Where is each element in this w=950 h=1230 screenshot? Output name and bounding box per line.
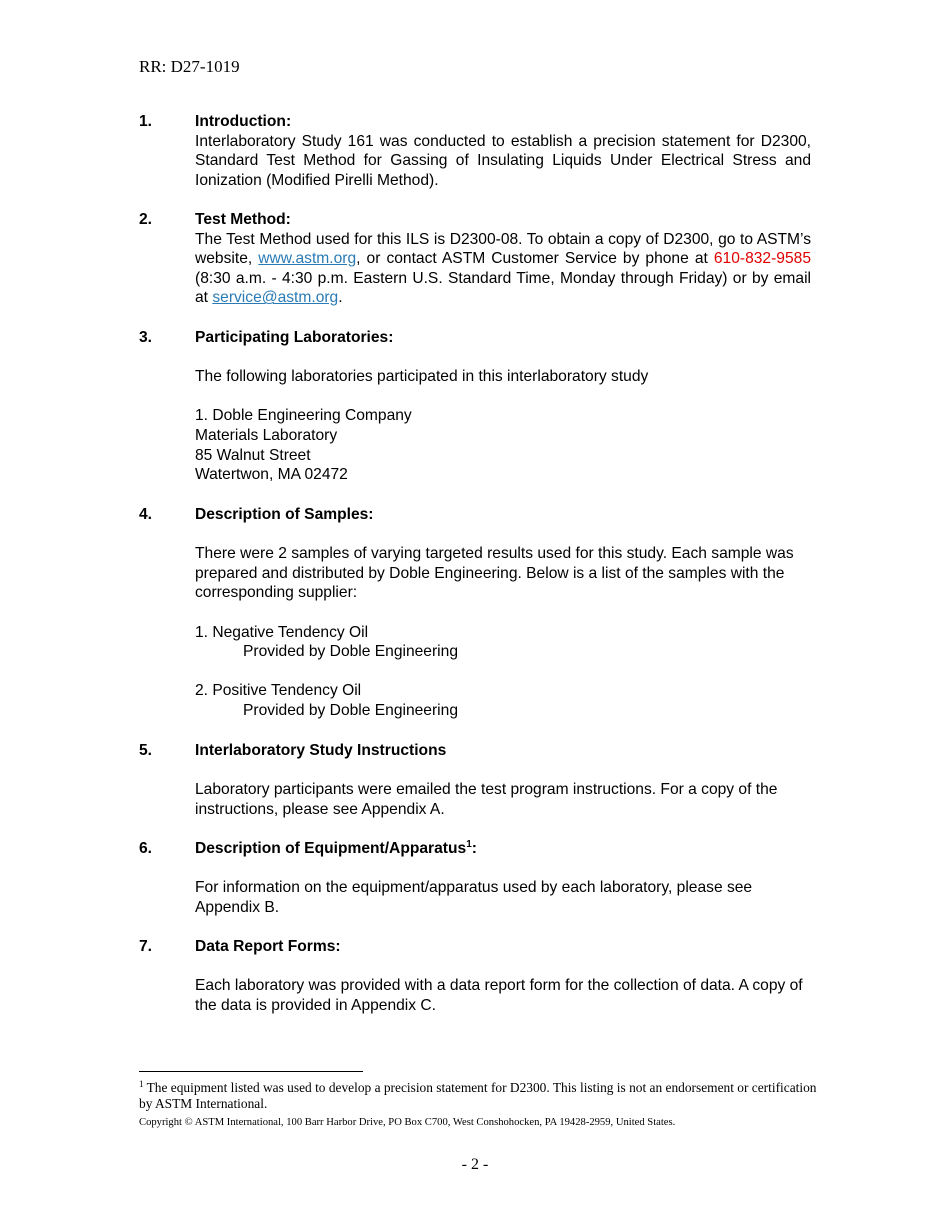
copyright-notice: Copyright © ASTM International, 100 Barr Harbor Drive, PO Box C700, West Conshohocken, PA 19428-2959, United States. (139, 1117, 676, 1128)
section-title: Test Method: (195, 211, 291, 228)
text-part: (8:30 a.m. - 4:30 p.m. Eastern U.S. Standard Time, Monday through Friday) or by email at (195, 269, 811, 307)
service-email-link[interactable]: service@astm.org (212, 289, 339, 307)
lab-entry (195, 406, 811, 484)
section-text: For information on the equipment/apparatus used by each laboratory, please see Appendix B. (195, 879, 753, 916)
section-equipment-apparatus (139, 839, 811, 917)
lab-street: 85 Walnut Street (195, 446, 311, 464)
section-description-of-samples (139, 505, 811, 721)
section-title: Interlaboratory Study Instructions (195, 742, 447, 759)
lab-name: 1. Doble Engineering Company (195, 407, 412, 425)
title-text: Description of Equipment/Apparatus (195, 840, 467, 857)
footnote-text: The equipment listed was used to develop a precision statement for D2300. This listing is not an endorsement or certification by ASTM International. (139, 1080, 817, 1111)
section-text: Laboratory participants were emailed the test program instructions. For a copy of the instructions, please see Appendix A. (195, 781, 778, 818)
section-title: Data Report Forms: (195, 938, 341, 955)
section-intro: The following laboratories participated in this interlaboratory study (195, 368, 649, 386)
section-text: There were 2 samples of varying targeted results used for this study. Each sample was prepared and distributed by Doble Engineering. Below is a list of the samples with the corresponding supplier: (195, 545, 794, 602)
sample-provider: Provided by Doble Engineering (243, 643, 458, 661)
lab-city: Watertwon, MA 02472 (195, 466, 348, 484)
section-number: 7. (139, 938, 153, 955)
section-number: 4. (139, 506, 153, 523)
section-title: Participating Laboratories: (195, 329, 394, 346)
footnote-mark: 1 (139, 1079, 144, 1089)
section-number: 3. (139, 329, 153, 346)
section-title: Description of Samples: (195, 506, 374, 523)
section-number: 2. (139, 211, 153, 228)
text-part: The Test Method used for this ILS is D2300-08. To obtain a copy of D2300, go to ASTM’s website, (195, 230, 811, 268)
footnote (139, 1080, 819, 1112)
section-title: Introduction: (195, 113, 292, 130)
report-id-header: RR: D27-1019 (139, 57, 240, 76)
section-text: Each laboratory was provided with a data report form for the collection of data. A copy of the data is provided in Appendix C. (195, 977, 803, 1014)
sample-name: 2. Positive Tendency Oil (195, 682, 362, 700)
sample-provider: Provided by Doble Engineering (243, 701, 458, 719)
sample-name: 1. Negative Tendency Oil (195, 623, 369, 641)
section-number: 5. (139, 742, 153, 759)
section-test-method (139, 210, 811, 308)
section-text (195, 230, 811, 308)
section-introduction (139, 112, 811, 190)
section-number: 6. (139, 840, 153, 857)
footnote-reference[interactable]: 1 (466, 839, 472, 850)
section-study-instructions (139, 741, 811, 819)
text-part: . (338, 289, 343, 307)
section-title (195, 839, 811, 859)
title-suffix: : (471, 840, 477, 857)
section-text: Interlaboratory Study 161 was conducted to establish a precision statement for D2300, Standard Test Method for Gassing of Insulating Liquids Under Electrical Stress and Ionization (Modified Pirelli Method). (195, 132, 811, 189)
sample-item (195, 681, 811, 720)
text-part: , or contact ASTM Customer Service by phone at (356, 250, 714, 268)
sample-item (195, 623, 811, 662)
footnote-divider (139, 1071, 363, 1072)
lab-department: Materials Laboratory (195, 426, 338, 444)
section-participating-laboratories (139, 328, 811, 485)
section-number: 1. (139, 113, 153, 130)
page-number: - 2 - (461, 1156, 489, 1173)
section-data-report-forms (139, 937, 811, 1015)
astm-website-link[interactable]: www.astm.org (258, 250, 357, 268)
phone-number: 610-832-9585 (713, 250, 811, 268)
